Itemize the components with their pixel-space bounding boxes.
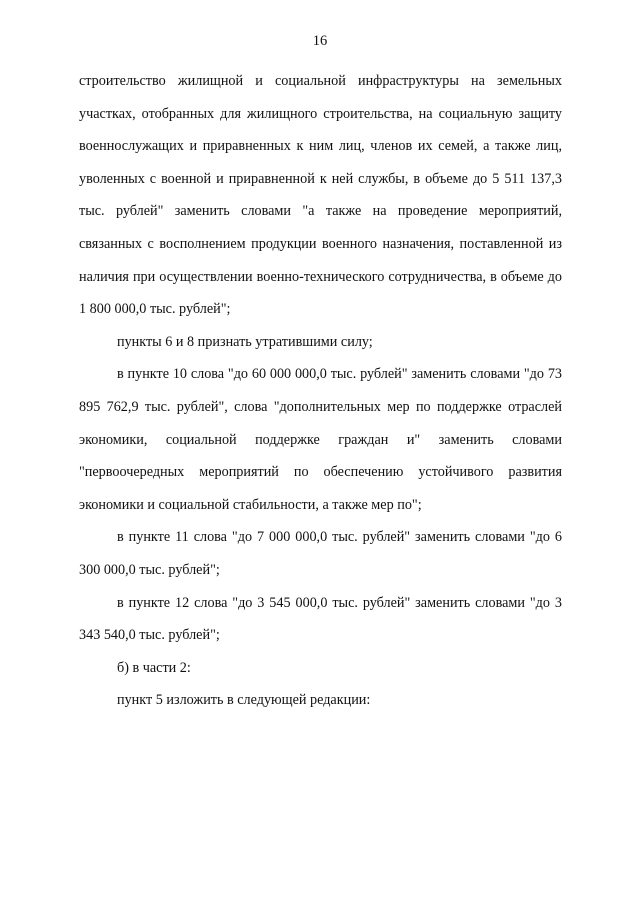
text-line: также лиц, уволенных с военной и приравненной к ней службы, в объеме bbox=[79, 138, 562, 187]
paragraph bbox=[79, 65, 562, 326]
text-line: в пункте 11 слова "до 7 000 000,0 тыс. рублей" заменить словами "до bbox=[117, 529, 550, 546]
text-line: пункты 6 и 8 признать утратившими силу; bbox=[117, 333, 373, 350]
text-line: пункт 5 изложить в следующей редакции: bbox=[117, 692, 371, 709]
document-body bbox=[79, 65, 562, 717]
text-line: поставленной из наличия при осуществлении военно-технического bbox=[79, 235, 563, 285]
text-line: сотрудничества, в объеме до 1 800 000,0 тыс. рублей"; bbox=[79, 268, 562, 318]
text-line: отраслей экономики, социальной поддержке граждан и" заменить словами bbox=[79, 398, 562, 448]
text-line: в пункте 10 слова "до 60 000 000,0 тыс. рублей" заменить словами bbox=[117, 366, 521, 383]
paragraph bbox=[79, 521, 562, 586]
text-line: "первоочередных мероприятий по обеспечению устойчивого развития bbox=[79, 464, 562, 481]
text-line: 6 300 000,0 тыс. рублей"; bbox=[79, 529, 562, 578]
text-line: "до 73 895 762,9 тыс. рублей", слова "дополнительных мер по поддержке bbox=[79, 366, 563, 415]
text-line: мероприятий, связанных с восполнением продукции военного назначения, bbox=[79, 203, 563, 252]
text-line: экономики и социальной стабильности, а также мер по"; bbox=[79, 496, 422, 513]
paragraph bbox=[79, 326, 562, 359]
text-line: участках, отобранных для жилищного строительства, на социальную bbox=[79, 105, 513, 122]
text-line: строительство жилищной и социальной инфраструктуры на земельных bbox=[79, 73, 562, 89]
paragraph bbox=[79, 652, 562, 685]
paragraph bbox=[79, 684, 562, 717]
text-line: защиту военнослужащих и приравненных к ним лиц, членов их семей, а bbox=[79, 105, 563, 155]
paragraph bbox=[79, 358, 562, 521]
text-line: 3 343 540,0 тыс. рублей"; bbox=[79, 594, 562, 644]
text-line: до 5 511 137,3 тыс. рублей" заменить словами "а также на проведение bbox=[79, 170, 563, 220]
paragraph bbox=[79, 587, 562, 652]
text-line: в пункте 12 слова "до 3 545 000,0 тыс. рублей" заменить словами "до bbox=[117, 594, 550, 611]
page-number: 16 bbox=[312, 33, 328, 49]
text-line: б) в части 2: bbox=[117, 659, 191, 676]
